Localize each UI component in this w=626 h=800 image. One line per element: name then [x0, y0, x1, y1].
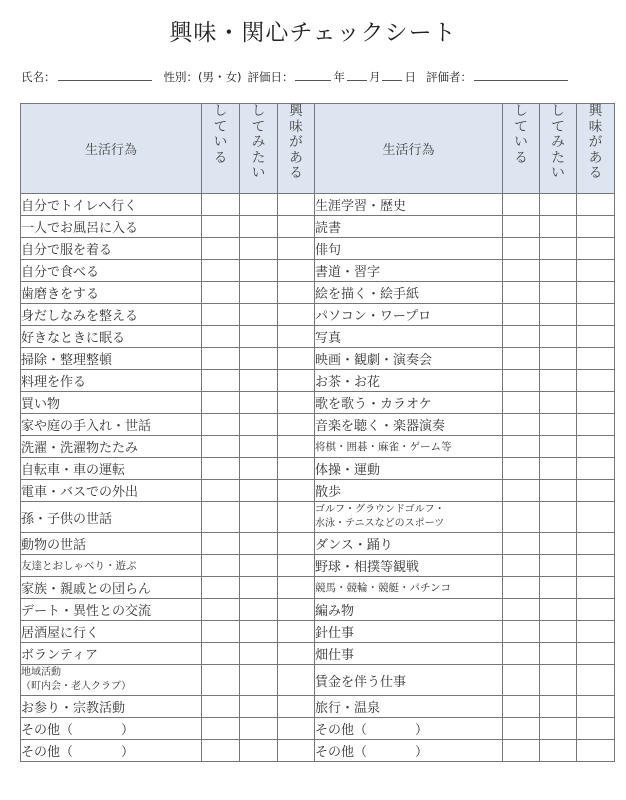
other-close-paren: ）: [415, 723, 429, 738]
check-doing-cell[interactable]: [202, 621, 240, 643]
check-doing-cell[interactable]: [503, 326, 540, 348]
activity-label-left: 家や庭の手入れ・世話: [21, 414, 202, 436]
activity-label-right: 写真: [315, 326, 503, 348]
check-doing-cell[interactable]: [202, 480, 240, 502]
other-close-paren: ）: [121, 723, 135, 738]
check-doing-cell[interactable]: [202, 326, 240, 348]
activity-label-left: 動物の世話: [21, 533, 202, 555]
check-want-cell[interactable]: [240, 458, 278, 480]
check-doing-cell[interactable]: [202, 348, 240, 370]
check-interest-cell[interactable]: [278, 696, 315, 718]
check-want-cell[interactable]: [240, 260, 278, 282]
check-want-cell[interactable]: [240, 326, 278, 348]
header-want-left: してみたい: [240, 104, 278, 194]
activity-label-left: 自分でトイレへ行く: [21, 194, 202, 216]
activity-label-line: （町内会・老人クラブ）: [21, 681, 132, 692]
check-doing-cell[interactable]: [202, 718, 240, 740]
check-doing-cell[interactable]: [202, 696, 240, 718]
check-interest-cell[interactable]: [577, 665, 615, 696]
check-want-cell[interactable]: [240, 621, 278, 643]
name-field[interactable]: [58, 68, 152, 81]
check-interest-cell[interactable]: [577, 216, 615, 238]
check-want-cell[interactable]: [240, 740, 278, 762]
gender-label: 性別：(男・女): [163, 70, 242, 84]
activity-label-line: 地域活動: [21, 667, 61, 678]
table-row: [21, 194, 615, 216]
check-doing-cell[interactable]: [503, 458, 540, 480]
check-doing-cell[interactable]: [503, 304, 540, 326]
header-activity-left: 生活行為: [21, 104, 202, 194]
evaluator-field[interactable]: [474, 68, 568, 81]
check-interest-cell[interactable]: [278, 502, 315, 533]
check-interest-cell[interactable]: [577, 238, 615, 260]
table-row: [21, 414, 615, 436]
activity-label-line: 水泳・テニスなどのスポーツ: [315, 518, 445, 529]
evaluator-label: 評価者：: [425, 70, 472, 84]
table-row: [21, 436, 615, 458]
check-doing-cell[interactable]: [503, 577, 540, 599]
check-want-cell[interactable]: [540, 718, 577, 740]
header-activity-right: 生活行為: [315, 104, 503, 194]
check-want-cell[interactable]: [240, 194, 278, 216]
check-want-cell[interactable]: [240, 577, 278, 599]
check-interest-cell[interactable]: [278, 555, 315, 577]
check-doing-cell[interactable]: [503, 643, 540, 665]
activity-label-right: 映画・観劇・演奏会: [315, 348, 503, 370]
interest-check-table: [20, 103, 615, 762]
check-interest-cell[interactable]: [577, 348, 615, 370]
check-doing-cell[interactable]: [503, 260, 540, 282]
check-interest-cell[interactable]: [278, 643, 315, 665]
check-interest-cell[interactable]: [278, 533, 315, 555]
check-interest-cell[interactable]: [577, 533, 615, 555]
check-want-cell[interactable]: [240, 599, 278, 621]
table-row: [21, 458, 615, 480]
check-want-cell[interactable]: [540, 480, 577, 502]
check-want-cell[interactable]: [240, 533, 278, 555]
check-interest-cell[interactable]: [577, 414, 615, 436]
check-doing-cell[interactable]: [202, 216, 240, 238]
activity-label-line: ゴルフ・グラウンドゴルフ・: [315, 504, 445, 515]
table-row: [21, 718, 615, 740]
activity-label-left: 自転車・車の運転: [21, 458, 202, 480]
check-doing-cell[interactable]: [202, 304, 240, 326]
table-row: [21, 643, 615, 665]
activity-label-right: 競馬・競輪・競艇・パチンコ: [315, 577, 503, 599]
check-want-cell[interactable]: [540, 555, 577, 577]
table-row: [21, 260, 615, 282]
check-interest-cell[interactable]: [278, 304, 315, 326]
other-close-paren: ）: [121, 745, 135, 760]
check-doing-cell[interactable]: [202, 392, 240, 414]
activity-label-left: 掃除・整理整頓: [21, 348, 202, 370]
check-doing-cell[interactable]: [503, 370, 540, 392]
activity-label-right: 読書: [315, 216, 503, 238]
check-want-cell[interactable]: [540, 370, 577, 392]
activity-label-left: 買い物: [21, 392, 202, 414]
check-doing-cell[interactable]: [202, 194, 240, 216]
activity-label-right: [315, 718, 503, 740]
check-want-cell[interactable]: [540, 458, 577, 480]
activity-label-right: ダンス・踊り: [315, 533, 503, 555]
check-interest-cell[interactable]: [577, 194, 615, 216]
check-want-cell[interactable]: [540, 643, 577, 665]
check-interest-cell[interactable]: [278, 665, 315, 696]
table-row: [21, 326, 615, 348]
check-interest-cell[interactable]: [278, 577, 315, 599]
year-field[interactable]: [295, 68, 331, 81]
header-doing-left: している: [202, 104, 240, 194]
header-want-right: してみたい: [540, 104, 577, 194]
check-doing-cell[interactable]: [202, 577, 240, 599]
check-want-cell[interactable]: [240, 555, 278, 577]
other-close-paren: ）: [415, 745, 429, 760]
table-body: [21, 194, 615, 762]
check-want-cell[interactable]: [540, 621, 577, 643]
activity-label-right: [315, 502, 503, 533]
activity-label-left: [21, 740, 202, 762]
check-doing-cell[interactable]: [503, 696, 540, 718]
check-doing-cell[interactable]: [503, 392, 540, 414]
check-want-cell[interactable]: [240, 414, 278, 436]
check-want-cell[interactable]: [540, 696, 577, 718]
check-interest-cell[interactable]: [577, 577, 615, 599]
check-interest-cell[interactable]: [278, 238, 315, 260]
check-interest-cell[interactable]: [278, 348, 315, 370]
header-interest-right: 興味がある: [577, 104, 615, 194]
activity-label-right: 歌を歌う・カラオケ: [315, 392, 503, 414]
check-want-cell[interactable]: [240, 718, 278, 740]
check-want-cell[interactable]: [240, 370, 278, 392]
check-want-cell[interactable]: [240, 348, 278, 370]
check-doing-cell[interactable]: [202, 599, 240, 621]
activity-label-left: デート・異性との交流: [21, 599, 202, 621]
check-doing-cell[interactable]: [503, 665, 540, 696]
check-interest-cell[interactable]: [278, 216, 315, 238]
header-interest-left: 興味がある: [278, 104, 315, 194]
activity-label-left: 友達とおしゃべり・遊ぶ: [21, 555, 202, 577]
activity-label-left: [21, 718, 202, 740]
activity-label-left: 自分で服を着る: [21, 238, 202, 260]
activity-label-left: 家族・親戚との団らん: [21, 577, 202, 599]
check-want-cell[interactable]: [540, 260, 577, 282]
month-label: 月: [368, 70, 381, 84]
check-doing-cell[interactable]: [202, 260, 240, 282]
activity-label-right: 音楽を聴く・楽器演奏: [315, 414, 503, 436]
check-want-cell[interactable]: [540, 533, 577, 555]
check-doing-cell[interactable]: [503, 621, 540, 643]
activity-label-left: 好きなときに眠る: [21, 326, 202, 348]
activity-label-right: 賃金を伴う仕事: [315, 665, 503, 696]
check-interest-cell[interactable]: [577, 304, 615, 326]
form-meta: [21, 68, 570, 85]
check-interest-cell[interactable]: [577, 282, 615, 304]
activity-label-right: 絵を描く・絵手紙: [315, 282, 503, 304]
check-want-cell[interactable]: [240, 436, 278, 458]
check-doing-cell[interactable]: [202, 414, 240, 436]
table-row: [21, 304, 615, 326]
activity-label-left: 洗濯・洗濯物たたみ: [21, 436, 202, 458]
check-want-cell[interactable]: [540, 740, 577, 762]
activity-label-right: 畑仕事: [315, 643, 503, 665]
activity-label-right: 体操・運動: [315, 458, 503, 480]
activity-label-left: 料理を作る: [21, 370, 202, 392]
check-interest-cell[interactable]: [577, 458, 615, 480]
table-row: [21, 502, 615, 533]
check-interest-cell[interactable]: [278, 326, 315, 348]
check-interest-cell[interactable]: [278, 740, 315, 762]
check-interest-cell[interactable]: [278, 194, 315, 216]
date-label: 評価日：: [247, 70, 294, 84]
check-doing-cell[interactable]: [503, 348, 540, 370]
check-doing-cell[interactable]: [202, 502, 240, 533]
table-row: [21, 696, 615, 718]
check-doing-cell[interactable]: [503, 238, 540, 260]
check-interest-cell[interactable]: [278, 599, 315, 621]
check-doing-cell[interactable]: [202, 740, 240, 762]
check-interest-cell[interactable]: [577, 260, 615, 282]
check-doing-cell[interactable]: [202, 458, 240, 480]
table-row: [21, 533, 615, 555]
check-interest-cell[interactable]: [278, 260, 315, 282]
check-doing-cell[interactable]: [503, 436, 540, 458]
check-interest-cell[interactable]: [278, 718, 315, 740]
check-interest-cell[interactable]: [577, 643, 615, 665]
table-row: [21, 577, 615, 599]
day-label: 日: [404, 70, 416, 84]
table-row: [21, 370, 615, 392]
table-row: [21, 599, 615, 621]
check-interest-cell[interactable]: [278, 436, 315, 458]
check-doing-cell[interactable]: [202, 643, 240, 665]
activity-label-left: 身だしなみを整える: [21, 304, 202, 326]
activity-label-right: 針仕事: [315, 621, 503, 643]
activity-label-left: お参り・宗教活動: [21, 696, 202, 718]
activity-label-left: 居酒屋に行く: [21, 621, 202, 643]
table-row: [21, 740, 615, 762]
check-want-cell[interactable]: [540, 348, 577, 370]
activity-label-left: 孫・子供の世話: [21, 502, 202, 533]
check-interest-cell[interactable]: [577, 480, 615, 502]
check-interest-cell[interactable]: [278, 370, 315, 392]
check-want-cell[interactable]: [240, 480, 278, 502]
month-field[interactable]: [347, 68, 367, 81]
activity-label-right: 将棋・囲碁・麻雀・ゲーム等: [315, 436, 503, 458]
check-want-cell[interactable]: [540, 414, 577, 436]
check-doing-cell[interactable]: [503, 718, 540, 740]
activity-label-left: 一人でお風呂に入る: [21, 216, 202, 238]
name-label: 氏名：: [21, 70, 56, 84]
check-want-cell[interactable]: [540, 304, 577, 326]
table-row: [21, 348, 615, 370]
check-interest-cell[interactable]: [577, 436, 615, 458]
activity-label-right: パソコン・ワープロ: [315, 304, 503, 326]
check-doing-cell[interactable]: [503, 740, 540, 762]
check-interest-cell[interactable]: [577, 370, 615, 392]
check-interest-cell[interactable]: [278, 282, 315, 304]
check-want-cell[interactable]: [240, 696, 278, 718]
year-label: 年: [333, 70, 345, 84]
check-doing-cell[interactable]: [202, 555, 240, 577]
check-want-cell[interactable]: [240, 502, 278, 533]
table-row: [21, 238, 615, 260]
activity-label-right: 生涯学習・歴史: [315, 194, 503, 216]
check-want-cell[interactable]: [540, 216, 577, 238]
check-want-cell[interactable]: [240, 392, 278, 414]
header-doing-right: している: [503, 104, 540, 194]
activity-label-right: 野球・相撲等観戦: [315, 555, 503, 577]
check-want-cell[interactable]: [540, 392, 577, 414]
check-interest-cell[interactable]: [278, 458, 315, 480]
check-doing-cell[interactable]: [503, 216, 540, 238]
table-row: [21, 621, 615, 643]
check-want-cell[interactable]: [240, 282, 278, 304]
check-interest-cell[interactable]: [278, 621, 315, 643]
activity-label-left: 電車・バスでの外出: [21, 480, 202, 502]
check-interest-cell[interactable]: [577, 621, 615, 643]
check-interest-cell[interactable]: [577, 555, 615, 577]
activity-label-right: 旅行・温泉: [315, 696, 503, 718]
check-doing-cell[interactable]: [503, 599, 540, 621]
other-label: その他（: [21, 723, 74, 738]
activity-label-left: ボランティア: [21, 643, 202, 665]
check-doing-cell[interactable]: [202, 665, 240, 696]
activity-label-right: 俳句: [315, 238, 503, 260]
check-interest-cell[interactable]: [577, 392, 615, 414]
check-interest-cell[interactable]: [577, 502, 615, 533]
check-want-cell[interactable]: [240, 304, 278, 326]
check-interest-cell[interactable]: [577, 599, 615, 621]
check-want-cell[interactable]: [540, 238, 577, 260]
check-want-cell[interactable]: [540, 502, 577, 533]
check-interest-cell[interactable]: [278, 414, 315, 436]
check-want-cell[interactable]: [540, 436, 577, 458]
check-want-cell[interactable]: [240, 643, 278, 665]
page-title: 興味・関心チェックシート: [169, 20, 457, 46]
check-doing-cell[interactable]: [503, 555, 540, 577]
check-interest-cell[interactable]: [278, 392, 315, 414]
check-interest-cell[interactable]: [577, 740, 615, 762]
activity-label-left: 自分で食べる: [21, 260, 202, 282]
activity-label-left: [21, 665, 202, 696]
other-label: その他（: [315, 745, 368, 760]
header-row: [21, 104, 615, 194]
check-doing-cell[interactable]: [202, 370, 240, 392]
table-row: [21, 480, 615, 502]
table-row: [21, 392, 615, 414]
check-interest-cell[interactable]: [278, 480, 315, 502]
check-doing-cell[interactable]: [202, 436, 240, 458]
check-doing-cell[interactable]: [503, 194, 540, 216]
check-want-cell[interactable]: [240, 238, 278, 260]
table-row: [21, 216, 615, 238]
activity-label-right: 書道・習字: [315, 260, 503, 282]
check-doing-cell[interactable]: [202, 533, 240, 555]
check-want-cell[interactable]: [540, 282, 577, 304]
other-label: その他（: [315, 723, 368, 738]
check-want-cell[interactable]: [540, 326, 577, 348]
check-doing-cell[interactable]: [503, 533, 540, 555]
check-doing-cell[interactable]: [503, 480, 540, 502]
table-row: [21, 555, 615, 577]
check-doing-cell[interactable]: [503, 414, 540, 436]
check-interest-cell[interactable]: [577, 696, 615, 718]
check-interest-cell[interactable]: [577, 718, 615, 740]
check-doing-cell[interactable]: [202, 282, 240, 304]
check-want-cell[interactable]: [240, 665, 278, 696]
table-row: [21, 665, 615, 696]
check-want-cell[interactable]: [540, 599, 577, 621]
check-doing-cell[interactable]: [503, 282, 540, 304]
check-doing-cell[interactable]: [202, 238, 240, 260]
activity-label-left: 歯磨きをする: [21, 282, 202, 304]
activity-label-right: [315, 740, 503, 762]
check-doing-cell[interactable]: [503, 502, 540, 533]
activity-label-right: お茶・お花: [315, 370, 503, 392]
activity-label-right: 編み物: [315, 599, 503, 621]
check-want-cell[interactable]: [540, 194, 577, 216]
other-label: その他（: [21, 745, 74, 760]
day-field[interactable]: [382, 68, 402, 81]
check-want-cell[interactable]: [540, 577, 577, 599]
activity-label-right: 散歩: [315, 480, 503, 502]
check-want-cell[interactable]: [540, 665, 577, 696]
check-want-cell[interactable]: [240, 216, 278, 238]
table-row: [21, 282, 615, 304]
check-interest-cell[interactable]: [577, 326, 615, 348]
